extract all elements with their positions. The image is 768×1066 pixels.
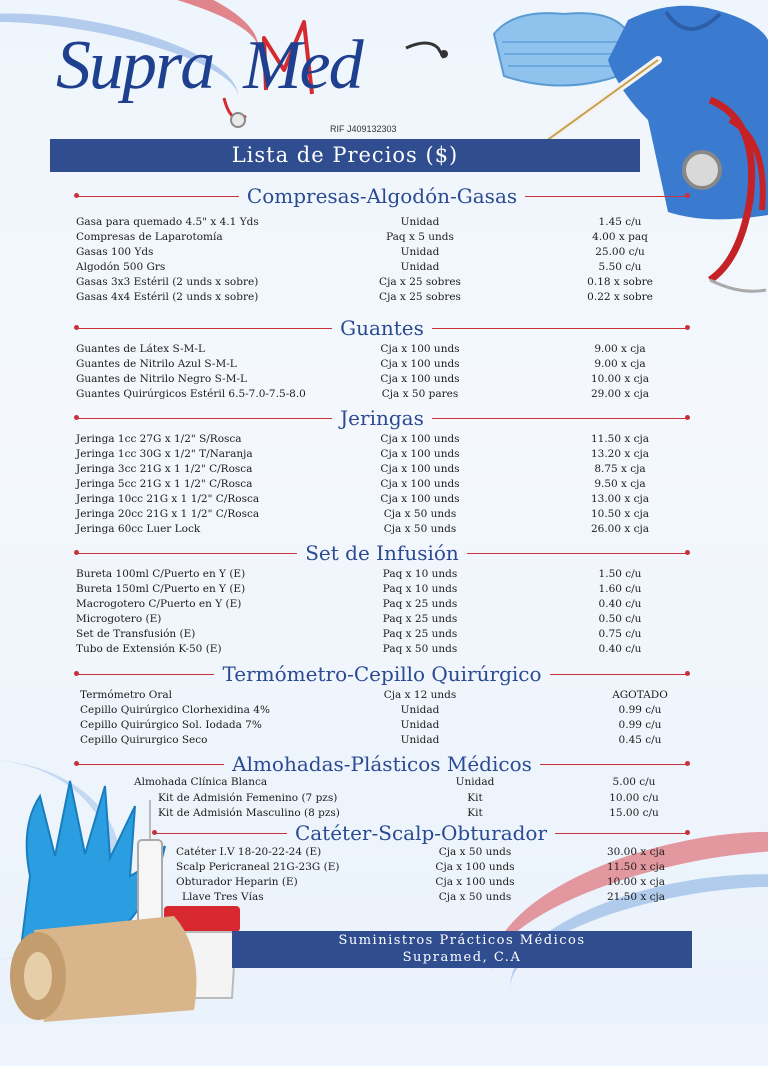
list-item: Jeringa 1cc 30G x 1/2" T/Naranja Cja x 100 unds 13.20 x cja [76,448,650,460]
list-item: Termómetro Oral Cja x 12 unds AGOTADO [80,689,668,701]
list-item: Kit de Admisión Masculino (8 pzs) Kit 15.00 c/u [158,807,659,819]
rif-number: RIF J409132303 [330,124,397,134]
list-item: Bureta 100ml C/Puerto en Y (E) Paq x 10 unds 1.50 c/u [76,568,642,580]
divider [76,674,214,675]
list-item: Jeringa 10cc 21G x 1 1/2" C/Rosca Cja x 100 unds 13.00 x cja [76,493,650,505]
section-heading: Compresas-Algodón-Gasas [76,181,688,211]
price-list-title: Lista de Precios ($) [50,139,640,172]
list-item: Cepillo Quirurgico Seco Unidad 0.45 c/u [80,734,662,746]
list-item: Jeringa 1cc 27G x 1/2" S/Rosca Cja x 100 unds 11.50 x cja [76,433,650,445]
list-item: Jeringa 20cc 21G x 1 1/2" C/Rosca Cja x 50 unds 10.50 x cja [76,508,650,520]
list-item: Gasa para quemado 4.5" x 4.1 Yds Unidad 1.45 c/u [76,216,642,228]
list-item: Set de Transfusión (E) Paq x 25 unds 0.75 c/u [76,628,642,640]
divider [76,196,239,197]
list-item: Compresas de Laparotomía Paq x 5 unds 4.00 x paq [76,231,648,243]
bandage-roll-icon [4,910,210,1024]
list-item: Guantes de Nitrilo Azul S-M-L Cja x 100 unds 9.00 x cja [76,358,646,370]
list-item: Cepillo Quirúrgico Clorhexidina 4% Unidad 0.99 c/u [80,704,662,716]
list-item: Catéter I.V 18-20-22-24 (E) Cja x 50 unds 30.00 x cja [176,846,666,858]
footer-company: Supramed, C.A [402,950,522,965]
brand-wordmark: Supra Med [56,27,362,104]
section-heading: Almohadas-Plásticos Médicos [76,749,688,779]
list-item: Bureta 150ml C/Puerto en Y (E) Paq x 10 unds 1.60 c/u [76,583,642,595]
divider [432,418,688,419]
divider [432,328,688,329]
section-heading: Termómetro-Cepillo Quirúrgico [76,659,688,689]
list-item: Jeringa 5cc 21G x 1 1/2" C/Rosca Cja x 100 unds 9.50 x cja [76,478,646,490]
footer-banner [232,931,692,968]
divider [550,674,688,675]
list-item: Kit de Admisión Femenino (7 pzs) Kit 10.00 c/u [158,792,659,804]
list-item: Almohada Clínica Blanca Unidad 5.00 c/u [134,776,656,788]
divider [525,196,688,197]
divider [555,833,688,834]
footer-tagline: Suministros Prácticos Médicos [338,933,586,948]
list-item: Scalp Pericraneal 21G-23G (E) Cja x 100 unds 11.50 x cja [176,861,666,873]
divider [76,328,332,329]
list-item: Gasas 4x4 Estéril (2 unds x sobre) Cja x 25 sobres 0.22 x sobre [76,291,653,303]
list-item: Llave Tres Vías Cja x 50 unds 21.50 x cja [182,891,666,903]
divider [76,553,297,554]
list-item: Obturador Heparin (E) Cja x 100 unds 10.00 x cja [176,876,666,888]
divider [76,418,332,419]
section-heading: Guantes [76,313,688,343]
list-item: Guantes de Látex S-M-L Cja x 100 unds 9.00 x cja [76,343,646,355]
section-heading: Set de Infusión [76,538,688,568]
brand-logo [56,8,456,138]
divider [154,833,287,834]
divider [540,764,688,765]
list-item: Guantes Quirúrgicos Estéril 6.5-7.0-7.5-8.0 Cja x 50 pares 29.00 x cja [76,388,650,400]
section-heading: Catéter-Scalp-Obturador [154,818,688,848]
list-item: Gasas 3x3 Estéril (2 unds x sobre) Cja x 25 sobres 0.18 x sobre [76,276,653,288]
list-item: Gasas 100 Yds Unidad 25.00 c/u [76,246,645,258]
divider [467,553,688,554]
section-heading: Jeringas [76,403,688,433]
divider [76,764,224,765]
list-item: Microgotero (E) Paq x 25 unds 0.50 c/u [76,613,642,625]
list-item: Tubo de Extensión K-50 (E) Paq x 50 unds 0.40 c/u [76,643,642,655]
list-item: Cepillo Quirúrgico Sol. Iodada 7% Unidad 0.99 c/u [80,719,662,731]
list-item: Macrogotero C/Puerto en Y (E) Paq x 25 unds 0.40 c/u [76,598,642,610]
list-item: Jeringa 3cc 21G x 1 1/2" C/Rosca Cja x 100 unds 8.75 x cja [76,463,646,475]
list-item: Jeringa 60cc Luer Lock Cja x 50 unds 26.00 x cja [76,523,650,535]
list-item: Algodón 500 Grs Unidad 5.50 c/u [76,261,642,273]
list-item: Guantes de Nitrilo Negro S-M-L Cja x 100 unds 10.00 x cja [76,373,650,385]
thermometer-icon [530,50,670,150]
